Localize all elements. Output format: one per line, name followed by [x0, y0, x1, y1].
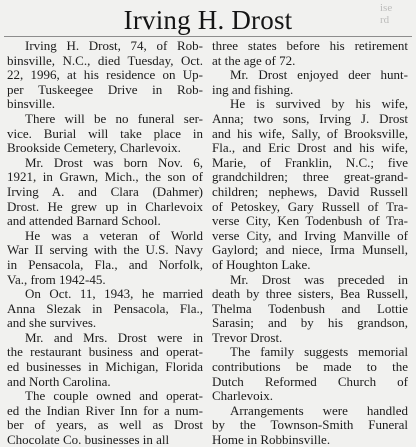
- text-line: grandchildren; three great-grand-: [212, 170, 408, 185]
- text-line: On Oct. 11, 1943, he married: [25, 287, 203, 302]
- text-line: Va., from 1942-45.: [7, 272, 106, 287]
- obituary-paragraph: [7, 287, 203, 331]
- text-line: Brookside Cemetery, Charlevoix.: [7, 141, 181, 156]
- text-line: and attended Barnard School.: [7, 214, 161, 229]
- text-line: in Pensacola, Fla., and Norfolk,: [7, 257, 203, 272]
- text-line: Mr. and Mrs. Drost were in: [25, 330, 203, 345]
- text-line: ed businesses in Michigan, Florida: [7, 360, 203, 375]
- obituary-paragraph: [7, 112, 203, 156]
- text-line: Dutch Reformed Church of: [212, 374, 408, 389]
- obituary-paragraph: [7, 156, 203, 229]
- right-text-column: [212, 39, 408, 447]
- obituary-paragraph: [212, 68, 408, 97]
- text-line: Mr. Drost enjoyed deer hunt-: [230, 68, 408, 83]
- text-line: and she survives.: [7, 316, 97, 331]
- text-line: the restaurant business and operat-: [7, 345, 203, 360]
- text-line: There will be no funeral ser-: [25, 111, 203, 126]
- text-line: of Petoskey, Gary Russell of Tra-: [212, 199, 408, 214]
- text-line: and his wife, Sally, of Brooksville,: [212, 126, 408, 141]
- text-line: death by three sisters, Bea Russell,: [212, 287, 408, 302]
- text-line: by the Townson-Smith Funeral: [212, 418, 408, 433]
- left-text-column: [7, 39, 203, 447]
- text-line: Mr. Drost was born Nov. 6,: [25, 155, 203, 170]
- text-line: contributions be made to the: [212, 360, 408, 375]
- obituary-headline: Irving H. Drost: [123, 5, 293, 35]
- text-line: binsville.: [7, 97, 56, 112]
- text-line: 22, 1996, at his residence on Up-: [7, 68, 203, 83]
- text-line: Drost. He grew up in Charlevoix: [7, 199, 203, 214]
- text-line: Thelma Todenbush and Lottie: [212, 301, 408, 316]
- obituary-paragraph: [212, 404, 408, 447]
- obituary-paragraph: [7, 331, 203, 389]
- text-line: of Houghton Lake.: [212, 257, 311, 272]
- text-line: Anna; two sons, Irving J. Drost: [212, 111, 408, 126]
- fragment-line: rd: [380, 14, 390, 26]
- text-line: He was a veteran of World: [25, 228, 203, 243]
- headline-rule: [4, 36, 412, 37]
- text-line: binsville, N.C., died Tuesday, Oct.: [7, 53, 203, 68]
- text-line: Chocolate Co. businesses in all: [7, 433, 170, 447]
- text-line: children; nephews, David Russell: [212, 184, 408, 199]
- text-line: at the age of 72.: [212, 53, 296, 68]
- text-line: Anna Slezak in Pensacola, Fla.,: [7, 301, 203, 316]
- text-line: War II serving with the U.S. Navy: [7, 243, 203, 258]
- text-line: The family suggests memorial: [230, 345, 408, 360]
- obituary-paragraph: [212, 345, 408, 403]
- text-line: Fla., and Eric Drost and his wife,: [212, 141, 408, 156]
- obituary-paragraph: [212, 273, 408, 346]
- text-line: Gaylord; and niece, Irma Munsell,: [212, 243, 408, 258]
- obituary-paragraph: [7, 39, 203, 112]
- text-line: Home in Robbinsville.: [212, 433, 331, 447]
- text-line: ing and fishing.: [212, 82, 294, 97]
- text-line: 1921, in Grawn, Mich., the son of: [7, 170, 203, 185]
- text-line: Arrangements were handled: [230, 403, 408, 418]
- text-line: and North Carolina.: [7, 374, 111, 389]
- text-line: Trevor Drost.: [212, 330, 283, 345]
- text-line: Irving A. and Clara (Dahmer): [7, 184, 203, 199]
- text-line: Mr. Drost was preceded in: [230, 272, 408, 287]
- obituary-paragraph: [7, 229, 203, 287]
- text-line: vice. Burial will take place in: [7, 126, 203, 141]
- text-line: verse City, Ken Todenbush of Tra-: [212, 214, 408, 229]
- text-line: Marie, of Franklin, N.C.; five: [212, 155, 408, 170]
- text-line: Sarasin; and by his grandson,: [212, 316, 408, 331]
- obituary-paragraph: [7, 389, 203, 447]
- text-line: Irving H. Drost, 74, of Rob-: [25, 39, 203, 53]
- obituary-paragraph: [212, 39, 408, 68]
- text-line: verse City, and Irving Manville of: [212, 228, 408, 243]
- fragment-line: ise: [380, 2, 393, 14]
- obituary-paragraph: [212, 97, 408, 272]
- text-line: The couple owned and operat-: [25, 389, 203, 404]
- text-line: He is survived by his wife,: [230, 97, 408, 112]
- text-line: ed the Indian River Inn for a num-: [7, 403, 203, 418]
- text-line: three states before his retirement: [212, 39, 408, 53]
- text-line: ber of years, as well as Drost: [7, 418, 203, 433]
- text-line: per Tuskeegee Drive in Rob-: [7, 82, 203, 97]
- text-line: Charlevoix.: [212, 389, 274, 404]
